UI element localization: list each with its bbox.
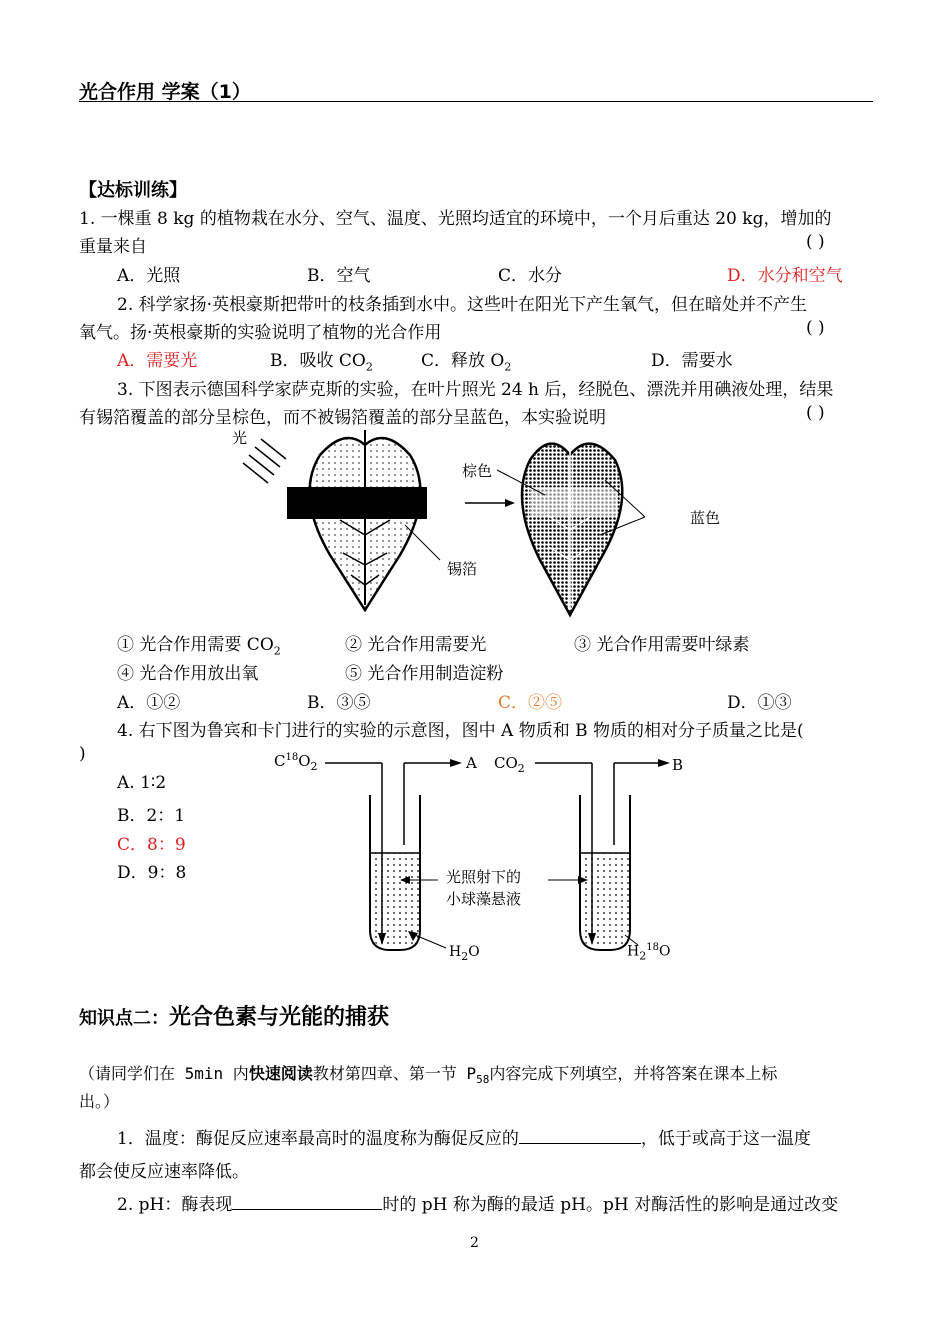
q4-option-b: B．2：1 bbox=[117, 806, 186, 826]
q2-option-b: B．吸收 $CO_2$ bbox=[270, 351, 373, 374]
q4-line2: ) bbox=[79, 744, 86, 764]
label-light: 光 bbox=[232, 429, 248, 447]
q4-option-d: D．9：8 bbox=[117, 863, 187, 883]
test-tube-figure bbox=[320, 755, 700, 965]
label-a: A bbox=[466, 754, 477, 772]
q2-option-c: C．释放 $O_2$ bbox=[421, 351, 512, 374]
label-blue: 蓝色 bbox=[690, 509, 721, 527]
label-suspension-1: 光照射下的 bbox=[446, 868, 522, 886]
q2-line2: 氧气。扬·英根豪斯的实验说明了植物的光合作用 bbox=[79, 323, 442, 343]
q3-bracket: ( ) bbox=[806, 403, 825, 423]
q1-option-b: B．空气 bbox=[307, 266, 371, 286]
q3-statement-1: ① 光合作用需要 $CO_2$ bbox=[117, 635, 281, 658]
note-line1: （请同学们在 5min 内快速阅读教材第四章、第一节 $P_{58}$内容完成下列填空，并将答案在课本上标 bbox=[79, 1064, 778, 1087]
q3-option-a: A．①② bbox=[117, 693, 181, 713]
q1-option-c: C．水分 bbox=[498, 266, 563, 286]
q1-option-a: A．光照 bbox=[117, 266, 181, 286]
label-foil: 锡箔 bbox=[447, 560, 478, 578]
q2-option-b-text: B．吸收 CO bbox=[270, 351, 366, 371]
q1-option-d-answer: D．水分和空气 bbox=[727, 266, 843, 286]
q1-line1: 1. 一棵重 8 kg 的植物栽在水分、空气、温度、光照均适宜的环境中，一个月后重达 20 kg，增加的 bbox=[79, 209, 832, 229]
left-leaf bbox=[287, 430, 427, 610]
q3-statement-5: ⑤ 光合作用制造淀粉 bbox=[345, 664, 504, 684]
page-number: 2 bbox=[470, 1235, 479, 1251]
tube-a bbox=[325, 759, 462, 950]
q3-option-b: B．③⑤ bbox=[307, 693, 371, 713]
q2-option-d: D．需要水 bbox=[651, 351, 733, 371]
q3-statement-4: ④ 光合作用放出氧 bbox=[117, 664, 259, 684]
tin-foil-strip bbox=[287, 487, 427, 519]
q1-bracket: ( ) bbox=[806, 232, 825, 252]
q4-option-c-answer: C．8：9 bbox=[117, 835, 186, 855]
q3-line2: 有锡箔覆盖的部分呈棕色，而不被锡箔覆盖的部分呈蓝色，本实验说明 bbox=[79, 408, 606, 428]
page-title: 光合作用 学案（1） bbox=[79, 81, 251, 103]
header-rule bbox=[79, 101, 873, 102]
label-b: B bbox=[672, 756, 684, 774]
fill2-blank[interactable] bbox=[232, 1193, 382, 1210]
label-c18o2: $C^{18}O_2$ bbox=[274, 752, 318, 773]
leaf-experiment-figure bbox=[225, 425, 745, 625]
section-training-title: 【达标训练】 bbox=[79, 180, 187, 201]
q4-option-a: A. 1∶2 bbox=[117, 773, 167, 793]
q3-statement-2: ② 光合作用需要光 bbox=[345, 635, 487, 655]
q3-line1: 3. 下图表示德国科学家萨克斯的实验，在叶片照光 24 h 后，经脱色、漂洗并用碘液处理，结果 bbox=[117, 380, 834, 400]
right-leaf bbox=[522, 444, 622, 615]
note-line2: 出。） bbox=[79, 1092, 120, 1111]
q2-option-a-answer: A．需要光 bbox=[117, 351, 198, 371]
section2-title: 知识点二：光合色素与光能的捕获 bbox=[79, 1005, 390, 1030]
q3-option-c-answer: C．②⑤ bbox=[498, 693, 563, 713]
label-h2o: $H_2O$ bbox=[449, 944, 480, 963]
fill1-blank[interactable] bbox=[519, 1127, 641, 1144]
q3-option-d: D．①③ bbox=[727, 693, 792, 713]
q2-bracket: ( ) bbox=[806, 318, 825, 338]
q2-line1: 2. 科学家扬·英根豪斯把带叶的枝条插到水中。这些叶在阳光下产生氧气，但在暗处并不产生 bbox=[117, 295, 808, 315]
label-suspension-2: 小球藻悬液 bbox=[446, 890, 522, 908]
q2-option-c-text: C．释放 O bbox=[421, 351, 505, 371]
fill1-line1: 1．温度：酶促反应速率最高时的温度称为酶促反应的 ，低于或高于这一温度 bbox=[117, 1129, 811, 1149]
q3-statement-3: ③ 光合作用需要叶绿素 bbox=[574, 635, 750, 655]
label-h218o: $H_2^{18}O$ bbox=[627, 942, 671, 963]
label-brown: 棕色 bbox=[462, 462, 493, 480]
light-arrows bbox=[243, 439, 286, 483]
q1-line2: 重量来自 bbox=[79, 237, 147, 257]
fill2-line1: 2. pH：酶表现 时的 pH 称为酶的最适 pH。pH 对酶活性的影响是通过改变 bbox=[117, 1195, 839, 1215]
q4-line1: 4. 右下图为鲁宾和卡门进行的实验的示意图，图中 A 物质和 B 物质的相对分子质量之比是( bbox=[117, 721, 804, 741]
tube-b bbox=[535, 759, 670, 950]
label-co2: $CO_2$ bbox=[494, 754, 525, 775]
fill1-line2: 都会使反应速率降低。 bbox=[79, 1162, 249, 1182]
